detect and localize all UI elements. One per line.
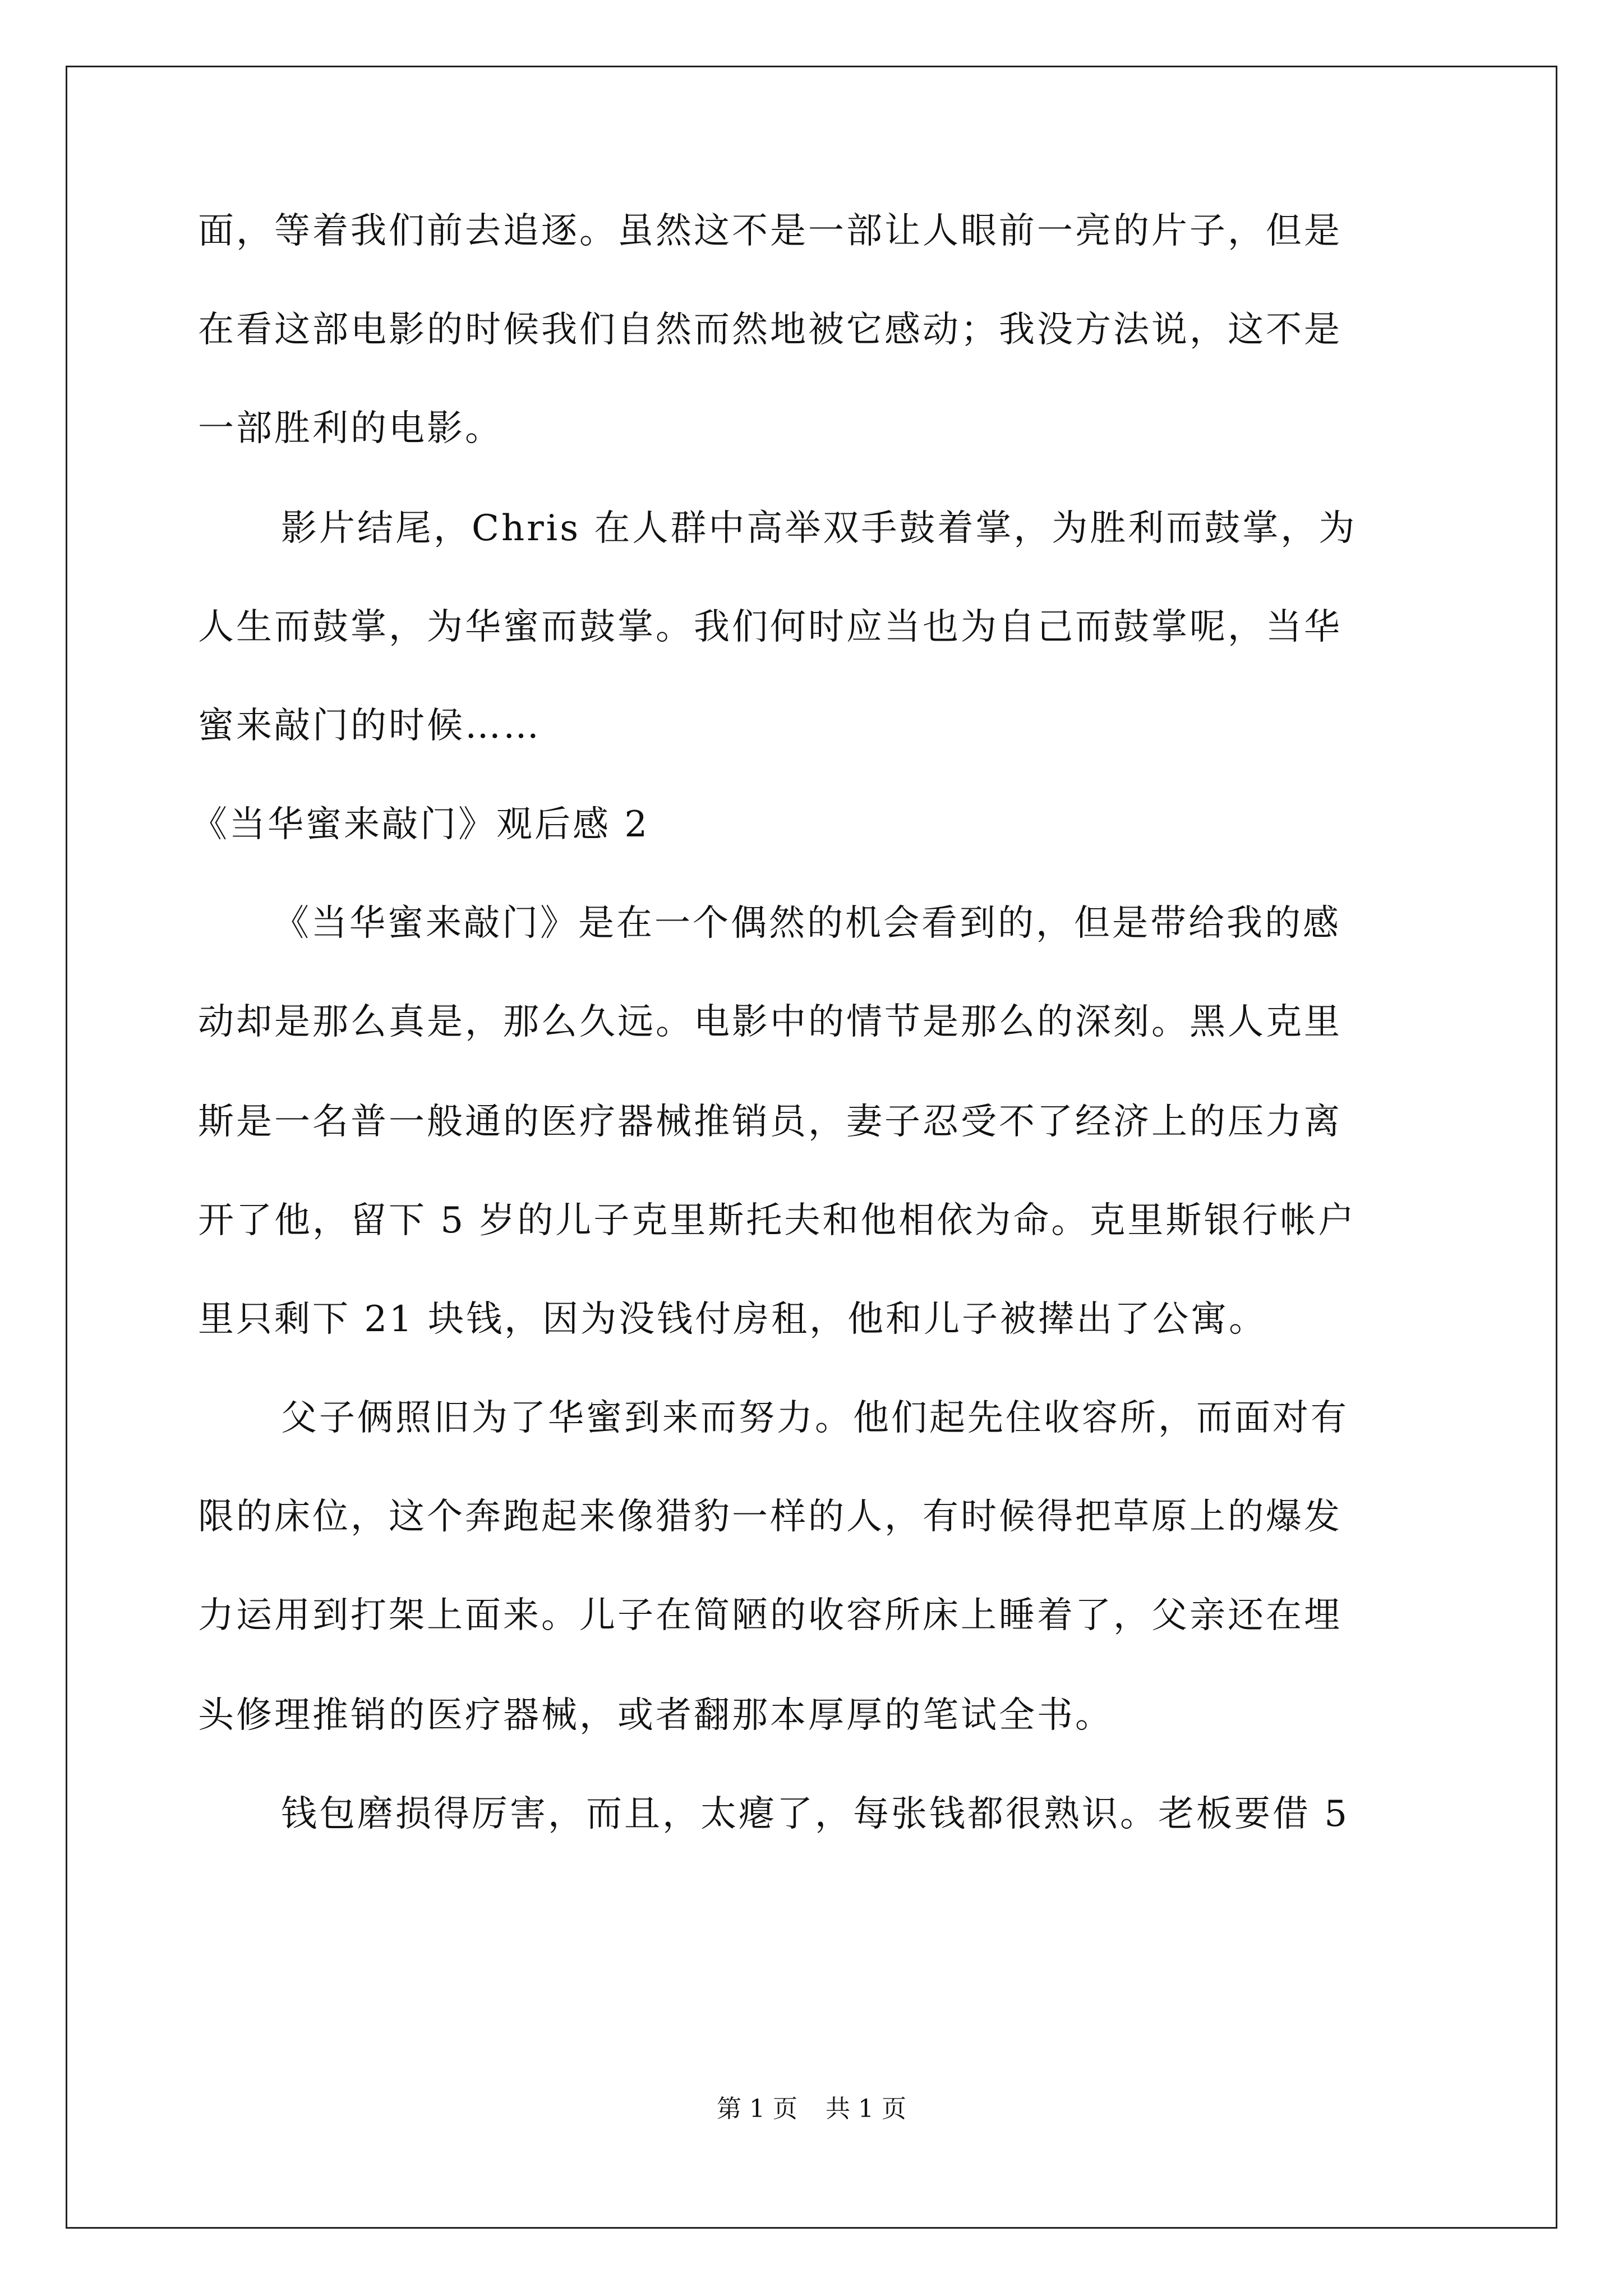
text-line: 在看这部电影的时候我们自然而然地被它感动；我没方法说，这不是 — [198, 309, 1342, 351]
paragraph-start-line: 钱包磨损得厉害，而且，太瘪了，每张钱都很熟识。老板要借 5 — [281, 1793, 1350, 1835]
section-heading: 《当华蜜来敲门》观后感 2 — [191, 804, 650, 845]
paragraph-start-line: 父子俩照旧为了华蜜到来而努力。他们起先住收容所，而面对有 — [281, 1397, 1349, 1439]
page-footer — [0, 2093, 1623, 2125]
text-line: 人生而鼓掌，为华蜜而鼓掌。我们何时应当也为自己而鼓掌呢，当华 — [198, 606, 1342, 648]
text-line: 力运用到打架上面来。儿子在简陋的收容所床上睡着了，父亲还在埋 — [198, 1595, 1342, 1636]
text-line: 面，等着我们前去追逐。虽然这不是一部让人眼前一亮的片子，但是 — [198, 210, 1342, 252]
text-line: 蜜来敲门的时候…… — [198, 705, 541, 747]
text-line: 限的床位，这个奔跑起来像猎豹一样的人，有时候得把草原上的爆发 — [198, 1496, 1342, 1538]
text-line: 动却是那么真是，那么久远。电影中的情节是那么的深刻。黑人克里 — [198, 1001, 1342, 1043]
paragraph-start-line: 影片结尾，Chris 在人群中高举双手鼓着掌，为胜利而鼓掌，为 — [281, 508, 1357, 549]
page-border — [66, 66, 1557, 2229]
text-line: 开了他，留下 5 岁的儿子克里斯托夫和他相依为命。克里斯银行帐户 — [198, 1200, 1357, 1241]
text-line: 斯是一名普一般通的医疗器械推销员，妻子忍受不了经济上的压力离 — [198, 1101, 1342, 1143]
text-line: 里只剩下 21 块钱，因为没钱付房租，他和儿子被撵出了公寓。 — [198, 1299, 1267, 1340]
page-number: 第 1 页 — [717, 2095, 797, 2123]
text-line: 头修理推销的医疗器械，或者翻那本厚厚的笔试全书。 — [198, 1695, 1113, 1736]
page-total: 共 1 页 — [826, 2095, 906, 2123]
text-line: 一部胜利的电影。 — [198, 408, 503, 449]
paragraph-start-line: 《当华蜜来敲门》是在一个偶然的机会看到的，但是带给我的感 — [273, 903, 1341, 944]
